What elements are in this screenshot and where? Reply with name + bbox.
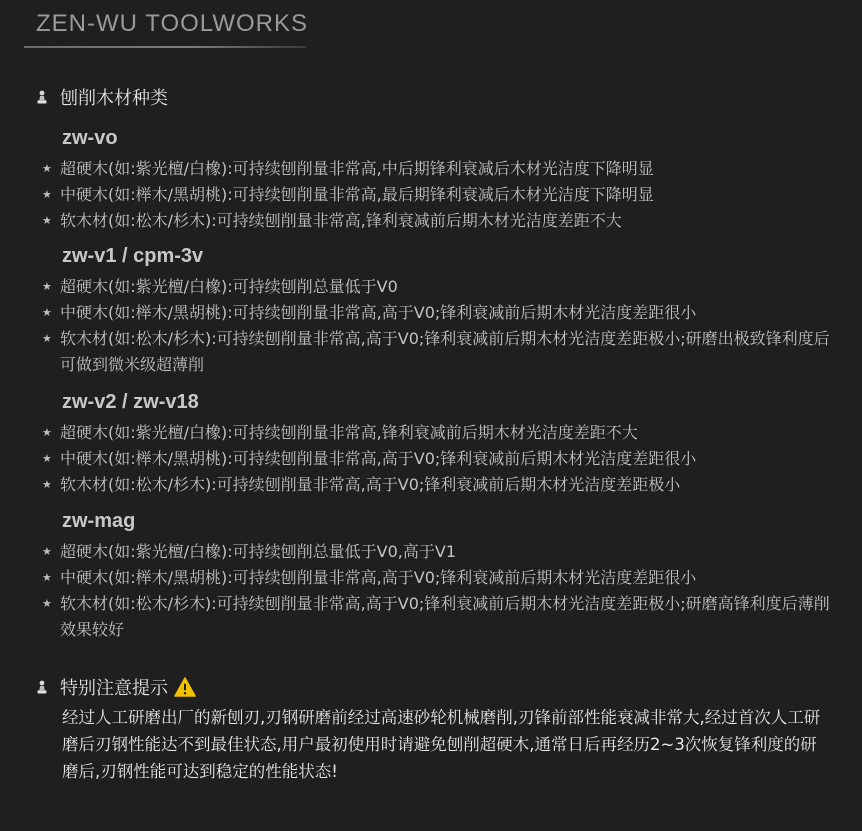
section-heading-notice — [36, 674, 196, 700]
star-bullet-icon: ★ — [42, 188, 52, 201]
list-item: ★ 软木材(如:松木/杉木):可持续刨削量非常高,高于V0;锋利衰减前后期木材光洁度差距极小;研磨高锋利度后薄削效果较好 — [42, 591, 842, 643]
list-item: ★ 软木材(如:松木/杉木):可持续刨削量非常高,高于V0;锋利衰减前后期木材光洁度差距极小 — [42, 472, 842, 498]
star-bullet-icon: ★ — [42, 452, 52, 465]
list-item: ★ 中硬木(如:榉木/黑胡桃):可持续刨削量非常高,高于V0;锋利衰减前后期木材光洁度差距很小 — [42, 446, 842, 472]
steel-title: zw-vo — [62, 127, 118, 149]
section-title: 刨削木材种类 — [60, 88, 168, 109]
warning-icon — [174, 677, 196, 697]
steel-group-zw-vo — [42, 126, 842, 234]
list-item: ★ 中硬木(如:榉木/黑胡桃):可持续刨削量非常高,高于V0;锋利衰减前后期木材光洁度差距很小 — [42, 565, 842, 591]
list-item: ★ 软木材(如:松木/杉木):可持续刨削量非常高,高于V0;锋利衰减前后期木材光洁度差距极小;研磨出极致锋利度后可做到微米级超薄削 — [42, 326, 842, 378]
steel-group-zw-mag — [42, 509, 842, 643]
pawn-icon — [36, 90, 48, 104]
list-item: ★ 超硬木(如:紫光檀/白橡):可持续刨削量非常高,中后期锋利衰减后木材光洁度下降明显 — [42, 156, 842, 182]
star-bullet-icon: ★ — [42, 545, 52, 558]
star-bullet-icon: ★ — [42, 214, 52, 227]
list-item: ★ 超硬木(如:紫光檀/白橡):可持续刨削量非常高,锋利衰减前后期木材光洁度差距不大 — [42, 420, 842, 446]
section-heading-planing — [36, 84, 168, 110]
list-item: ★ 软木材(如:松木/杉木):可持续刨削量非常高,锋利衰减前后期木材光洁度差距不大 — [42, 208, 842, 234]
brand-logo: ZEN-WU TOOLWORKS — [36, 10, 309, 37]
star-bullet-icon: ★ — [42, 332, 52, 345]
steel-title: zw-v2 / zw-v18 — [62, 391, 199, 413]
list-item: ★ 超硬木(如:紫光檀/白橡):可持续刨削总量低于V0 — [42, 274, 842, 300]
star-bullet-icon: ★ — [42, 571, 52, 584]
steel-group-zw-v2 — [42, 390, 842, 498]
pawn-icon — [36, 680, 48, 694]
list-item: ★ 超硬木(如:紫光檀/白橡):可持续刨削总量低于V0,高于V1 — [42, 539, 842, 565]
star-bullet-icon: ★ — [42, 306, 52, 319]
list-item: ★ 中硬木(如:榉木/黑胡桃):可持续刨削量非常高,最后期锋利衰减后木材光洁度下降明显 — [42, 182, 842, 208]
star-bullet-icon: ★ — [42, 426, 52, 439]
brand-underline — [24, 46, 306, 48]
steel-title: zw-mag — [62, 510, 136, 532]
star-bullet-icon: ★ — [42, 162, 52, 175]
steel-group-zw-v1 — [42, 244, 842, 378]
notice-text: 经过人工研磨出厂的新刨刃,刃钢研磨前经过高速砂轮机械磨削,刃锋前部性能衰减非常大,经过首次人工研磨后刃钢性能达不到最佳状态,用户最初使用时请避免刨削超硬木,通常日后再经历2~3次恢复锋利度的研磨后,刃钢性能可达到稳定的性能状态! — [62, 708, 821, 781]
section-title: 特别注意提示 — [60, 678, 168, 699]
steel-title: zw-v1 / cpm-3v — [62, 245, 204, 267]
star-bullet-icon: ★ — [42, 478, 52, 491]
list-item: ★ 中硬木(如:榉木/黑胡桃):可持续刨削量非常高,高于V0;锋利衰减前后期木材光洁度差距很小 — [42, 300, 842, 326]
star-bullet-icon: ★ — [42, 597, 52, 610]
star-bullet-icon: ★ — [42, 280, 52, 293]
